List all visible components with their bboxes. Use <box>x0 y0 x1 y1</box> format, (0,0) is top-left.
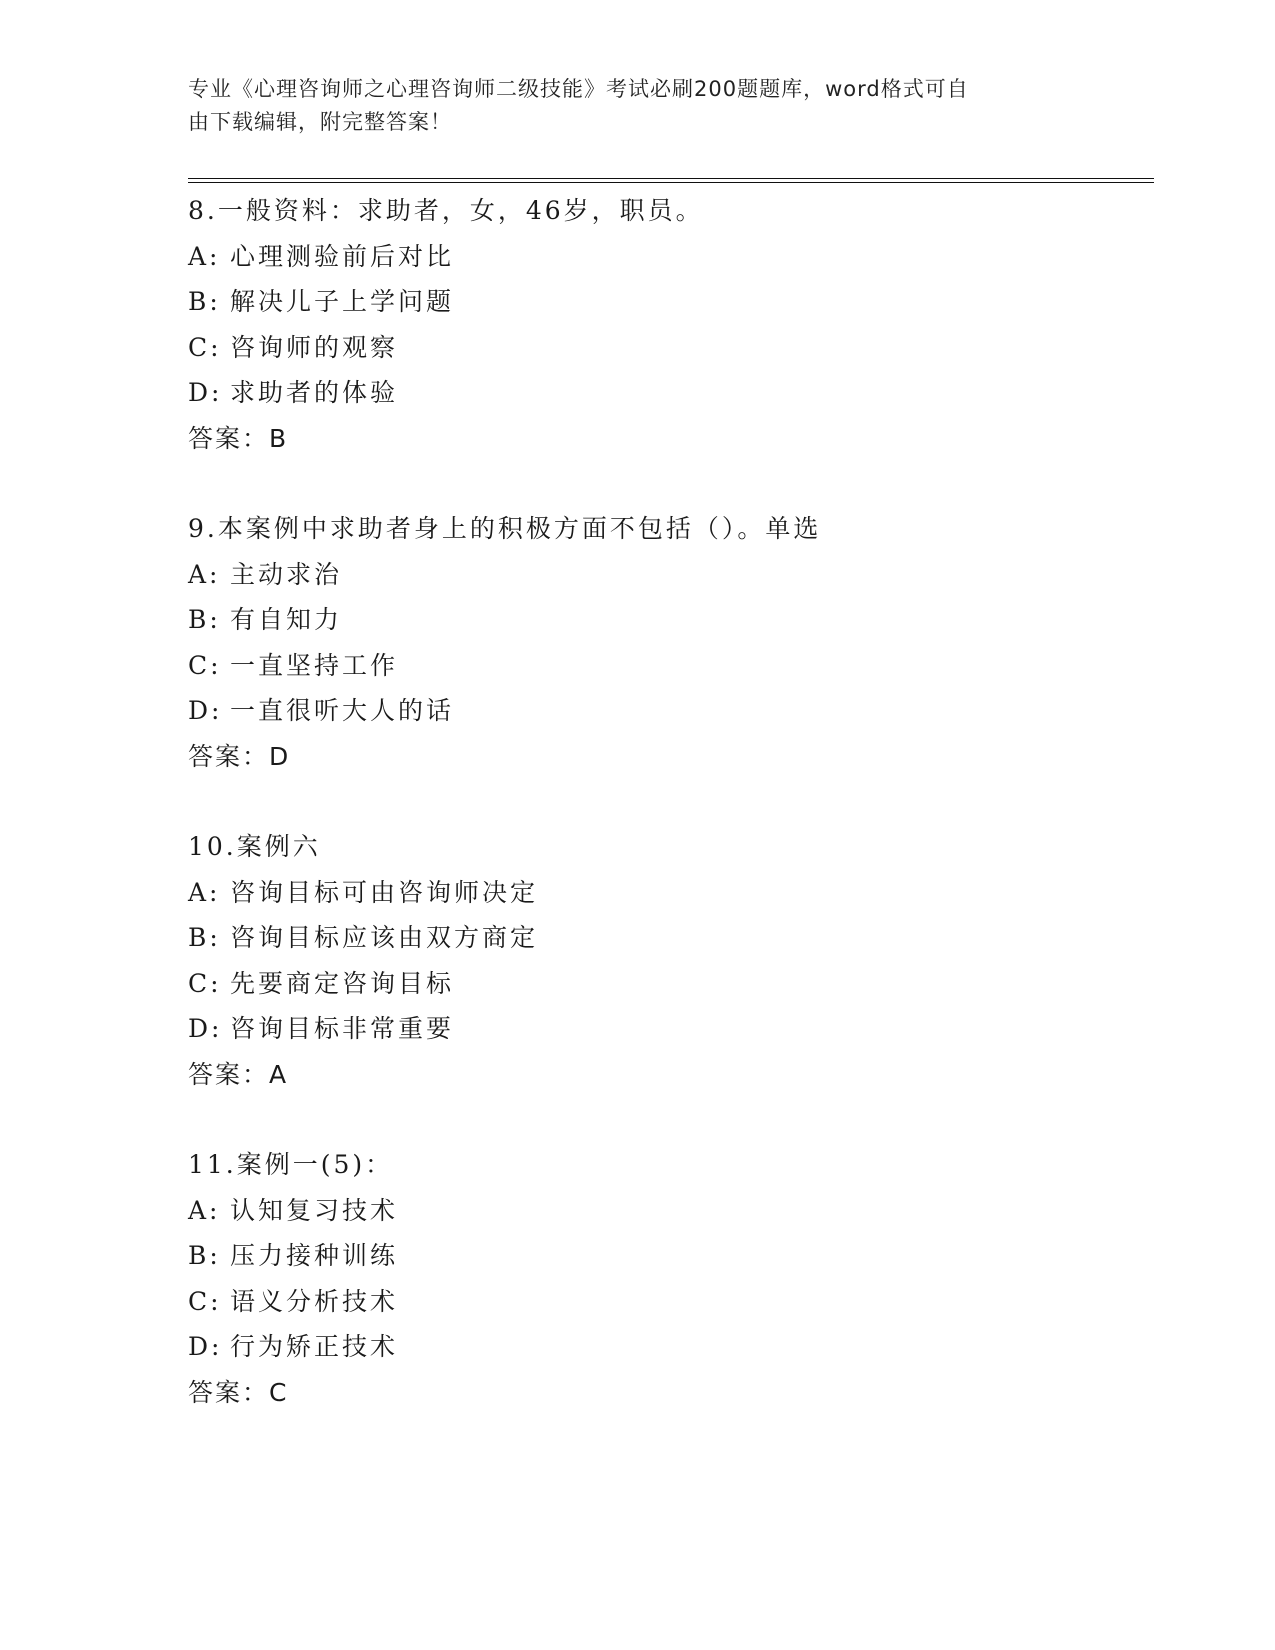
question-item <box>188 824 1138 1097</box>
question-item <box>188 188 1138 461</box>
option-key: D: <box>188 378 223 407</box>
option-key: D: <box>188 696 223 725</box>
option-key: B: <box>188 287 221 316</box>
option-a <box>188 1188 1138 1234</box>
option-b <box>188 279 1138 325</box>
option-b <box>188 597 1138 643</box>
option-d <box>188 1006 1138 1052</box>
option-text: 咨询目标可由咨询师决定 <box>230 877 539 907</box>
option-c <box>188 961 1138 1007</box>
option-key: C: <box>188 650 222 680</box>
option-c <box>188 325 1138 371</box>
question-stem: 9.本案例中求助者身上的积极方面不包括（）。单选 <box>188 514 822 543</box>
option-key: A: <box>188 1195 221 1225</box>
option-text: 咨询目标非常重要 <box>230 1014 455 1043</box>
option-key: A: <box>188 877 221 907</box>
option-key: D: <box>188 1014 223 1043</box>
option-key: B: <box>188 605 221 634</box>
option-d <box>188 370 1138 416</box>
option-key: B: <box>188 1241 221 1270</box>
header-line-2: 由下载编辑，附完整答案！ <box>188 110 452 134</box>
option-text: 语义分析技术 <box>230 1286 399 1316</box>
option-text: 先要商定咨询目标 <box>230 968 455 998</box>
option-key: A: <box>188 241 221 271</box>
option-text: 求助者的体验 <box>230 378 399 407</box>
option-key: C: <box>188 332 222 362</box>
question-stem: 11.案例一(5)： <box>188 1150 394 1179</box>
option-key: B: <box>188 923 221 952</box>
option-b <box>188 915 1138 961</box>
option-text: 主动求治 <box>230 559 343 589</box>
option-key: C: <box>188 968 222 998</box>
question-item <box>188 1142 1138 1415</box>
option-key: C: <box>188 1286 222 1316</box>
header-line-1: 专业《心理咨询师之心理咨询师二级技能》考试必刷200题题库，word格式可自 <box>188 77 969 101</box>
option-text: 行为矫正技术 <box>230 1332 399 1361</box>
option-d <box>188 688 1138 734</box>
option-a <box>188 234 1138 280</box>
option-text: 有自知力 <box>230 605 343 634</box>
answer-line: 答案：D <box>188 741 291 771</box>
option-a <box>188 870 1138 916</box>
option-text: 一直坚持工作 <box>230 650 399 680</box>
option-a <box>188 552 1138 598</box>
option-text: 咨询目标应该由双方商定 <box>230 923 539 952</box>
option-text: 一直很听大人的话 <box>230 696 455 725</box>
option-text: 心理测验前后对比 <box>230 241 455 271</box>
document-header <box>188 73 1068 139</box>
answer-line: 答案：B <box>188 423 289 453</box>
option-text: 解决儿子上学问题 <box>230 287 455 316</box>
answer-line: 答案：C <box>188 1377 289 1407</box>
option-text: 压力接种训练 <box>230 1241 399 1270</box>
option-b <box>188 1233 1138 1279</box>
answer-line: 答案：A <box>188 1059 289 1089</box>
option-d <box>188 1324 1138 1370</box>
option-c <box>188 1279 1138 1325</box>
option-key: D: <box>188 1332 223 1361</box>
header-divider-bottom <box>188 182 1154 183</box>
option-text: 认知复习技术 <box>230 1195 399 1225</box>
question-item <box>188 506 1138 779</box>
header-divider-top <box>188 178 1154 179</box>
question-stem: 8.一般资料：求助者，女，46岁，职员。 <box>188 196 704 225</box>
option-key: A: <box>188 559 221 589</box>
question-list <box>188 188 1138 1460</box>
question-stem: 10.案例六 <box>188 832 321 861</box>
option-text: 咨询师的观察 <box>230 332 399 362</box>
option-c <box>188 643 1138 689</box>
